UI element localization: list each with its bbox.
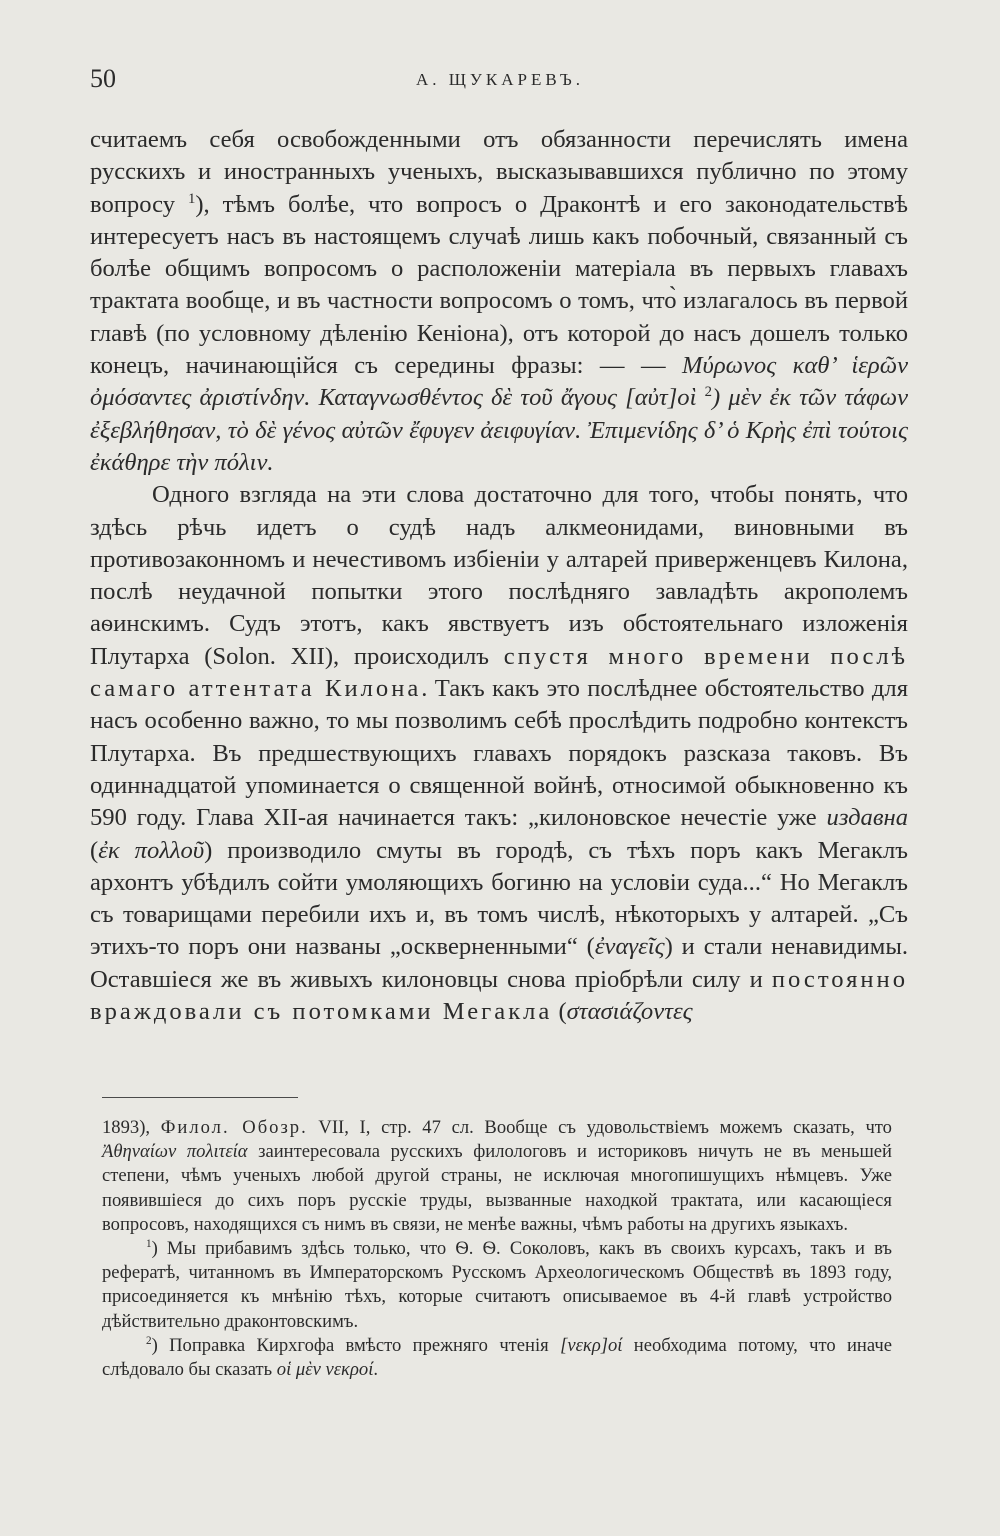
- footnote-2: [102, 1334, 892, 1382]
- footnote-2-text-b: необходима потому, что иначе слѣдовало бы сказать: [102, 1334, 892, 1381]
- footnote-2-greek-1: [νεκρ]οί: [560, 1334, 623, 1356]
- main-text: [90, 124, 908, 1028]
- footnotes: [102, 1116, 892, 1382]
- footnote-ref-2: 2: [704, 384, 712, 401]
- footnote-continuation-text-a: 1893),: [102, 1117, 161, 1138]
- page-number: 50: [90, 64, 116, 93]
- footnote-1: [102, 1237, 892, 1334]
- emphasis-spaced-1: спустя много времени послѣ самаго аттентата Килона: [90, 642, 908, 703]
- greek-word-2: ἐναγεῖς: [594, 933, 665, 961]
- journal-title-spaced: Филол. Обозр.: [160, 1117, 308, 1138]
- paragraph-1-text-a: считаемъ себя освобожденными отъ обязанности перечислять имена русскихъ и иностранныхъ ученыхъ, высказывавшихся публично по этому вопросу: [90, 126, 908, 218]
- footnote-continuation: [102, 1116, 892, 1237]
- footnote-ref-1: 1: [187, 190, 196, 207]
- paragraph-2: [90, 479, 908, 1028]
- emphasis-italic: издавна: [826, 804, 908, 832]
- paragraph-2-text-f: (: [552, 998, 567, 1026]
- paragraph-2-text-d: ) производило смуты въ городѣ, съ тѣхъ поръ какъ Мегаклъ архонтъ убѣдилъ сойти умоляющихъ богиню на условіи суда...“ Но Мегаклъ съ товарищами перебили ихъ и, въ томъ числѣ, нѣкоторыхъ у алтарей. „Съ этихъ-то поръ они названы „оскверненными“ (: [90, 836, 908, 961]
- footnote-1-mark: 1: [146, 1237, 152, 1250]
- paragraph-1: [90, 124, 908, 479]
- footnote-1-text: ) Мы прибавимъ здѣсь только, что Ѳ. Ѳ. Соколовъ, какъ въ своихъ курсахъ, такъ и въ рефератѣ, читанномъ въ Императорскомъ Русскомъ Археологическомъ Обществѣ въ 1893 году, присоединяется къ мнѣнію тѣхъ, которые считаютъ описываемое въ 4-й главѣ устройство дѣйствительно драконтовскимъ.: [102, 1238, 892, 1332]
- greek-word-1: ἐκ πολλοῦ: [98, 836, 205, 864]
- paragraph-2-text-e: ) и стали ненавидимы. Оставшіеся же въ живыхъ килоновцы снова пріобрѣли силу и: [90, 933, 908, 993]
- footnote-greek-title: Ἀθηναίων πολιτεία: [102, 1141, 248, 1163]
- paragraph-2-text-c: (: [90, 836, 99, 864]
- emphasis-spaced-2: постоянно враждовали съ потомками Мегакла: [90, 965, 908, 1026]
- paragraph-2-text-a: Одного взгляда на эти слова достаточно для того, чтобы понять, что здѣсь рѣчь идетъ о судѣ надъ алкмеонидами, виновными въ противозаконномъ и нечестивомъ избіеніи у алтарей приверженцевъ Килона, послѣ неудачной попытки этого послѣдняго завладѣть акрополемъ аѳинскимъ. Судъ этотъ, какъ явствуетъ изъ обстоятельнаго изложенія Плутарха (Solon. XII), происходилъ: [90, 481, 908, 670]
- greek-quote-a: Μύρωνος καθ’ ἱερῶν ὀμόσαντες ἀριστίνδην. Καταγνωσθέντος δὲ τοῦ ἄγους [αὐτ]οὶ: [90, 352, 908, 412]
- footnote-continuation-text-c: заинтересовала русскихъ филологовъ и историковъ ничуть не въ меньшей степени, чѣмъ ученыхъ любой другой страны, не исключая многопишущихъ нѣмцевъ. Уже появившіеся до сихъ поръ русскіе труды, вызванные находкой трактата, или касающіеся вопросовъ, находящихся съ нимъ въ связи, не менѣе важны, чѣмъ работы на другихъ языкахъ.: [102, 1141, 892, 1235]
- footnote-2-greek-2: οἱ μὲν νεκροί: [276, 1359, 374, 1381]
- footnote-2-mark: 2: [146, 1334, 152, 1347]
- footnote-2-text-c: .: [373, 1359, 379, 1381]
- paragraph-1-text-b: ), тѣмъ болѣе, что вопросъ о Драконтѣ и его законодательствѣ интересуетъ насъ въ настоящемъ случаѣ лишь какъ побочный, связанный съ болѣе общимъ вопросомъ о расположеніи матеріала въ первыхъ главахъ трактата вообще, и въ частности вопросомъ о томъ, что̀ излагалось въ первой главѣ (по условному дѣленію Кеніона), отъ которой до насъ дошелъ только конецъ, начинающійся съ середины фразы: — —: [90, 190, 908, 380]
- page-header: [90, 64, 910, 100]
- greek-word-3: στασιάζοντες: [566, 998, 693, 1026]
- footnote-2-text-a: ) Поправка Кирхгофа вмѣсто прежняго чтенія: [151, 1334, 561, 1356]
- paragraph-2-text-b: . Такъ какъ это послѣднее обстоятельство для насъ особенно важно, то мы позволимъ себѣ прослѣдить подробно контекстъ Плутарха. Въ предшествующихъ главахъ порядокъ разсказа таковъ. Въ одиннадцатой упоминается о священной войнѣ, относимой обыкновенно къ 590 году. Глава XII-ая начинается такъ: „килоновское нечестіе уже: [90, 675, 909, 832]
- footnote-divider: [102, 1097, 298, 1098]
- greek-quote-b: ) μὲν ἐκ τῶν τάφων ἐξεβλήθησαν, τὸ δὲ γένος αὐτῶν ἔφυγεν ἀειφυγίαν. Ἐπιμενίδης δ’ ὁ Κρὴς ἐπὶ τούτοις ἐκάθηρε τὴν πόλιν.: [90, 384, 908, 476]
- running-title: А. ЩУКАРЕВЪ.: [415, 70, 585, 89]
- footnote-continuation-text-b: VII, I, стр. 47 сл. Вообще съ удовольствіемъ можемъ сказать, что: [307, 1117, 892, 1138]
